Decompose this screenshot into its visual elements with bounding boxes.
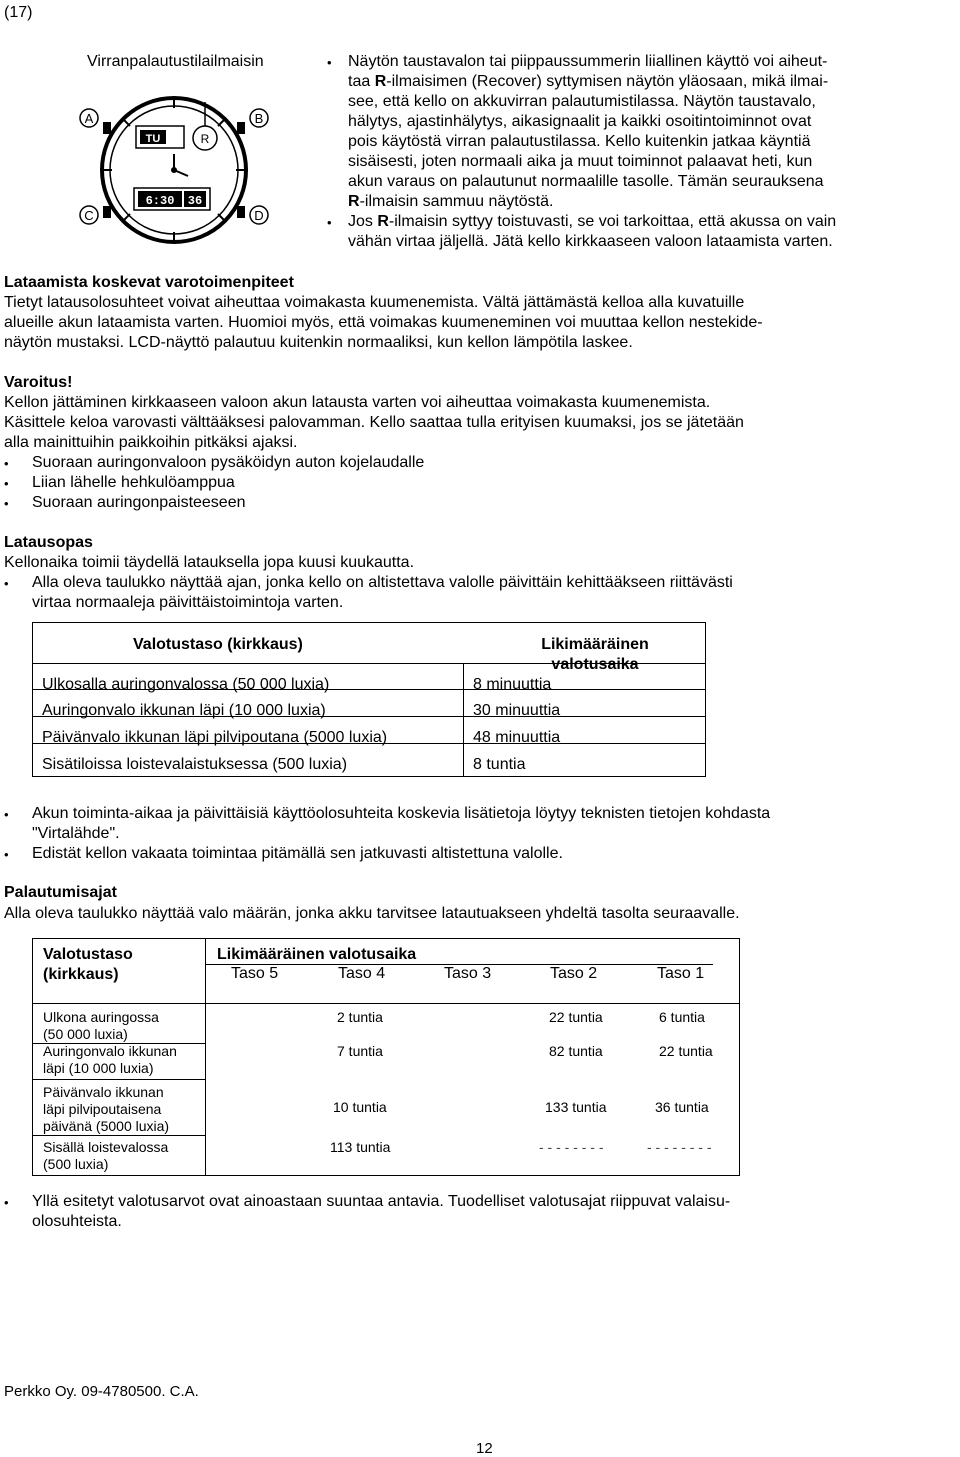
level-label: Taso 2	[550, 965, 598, 982]
recovery-heading: Palautumisajat	[4, 884, 117, 901]
table2-row-label	[43, 1139, 168, 1173]
text-line: alueille akun lataamista varten. Huomioi myös, että voimakas kuumeneminen voi muuttaa kellon nestekide-	[4, 314, 763, 331]
table2-cell: 113 tuntia	[330, 1139, 391, 1155]
table2-cell: 22 tuntia	[549, 1009, 603, 1025]
table2-cell: 22 tuntia	[659, 1043, 713, 1059]
recovery-table	[32, 938, 740, 1176]
table2-row-label	[43, 1084, 169, 1135]
text-line: see, että kello on akkuvirran palautumistilassa. Näytön taustavalo,	[348, 93, 816, 110]
table1-row-time: 8 minuuttia	[473, 676, 552, 693]
button-b-label: B	[254, 111, 264, 126]
precautions-heading: Lataamista koskevat varotoimenpiteet	[4, 274, 294, 291]
table2-cell: - - - - - - - -	[539, 1139, 604, 1155]
level-label: Taso 5	[231, 965, 279, 982]
bullet-marker: •	[4, 576, 9, 591]
button-a-label: A	[84, 111, 94, 126]
table1-row-level: Auringonvalo ikkunan läpi (10 000 luxia)	[42, 702, 326, 719]
text-line: läpi pilvipoutaisena	[43, 1101, 162, 1117]
table2-cell: 36 tuntia	[655, 1099, 709, 1115]
text-line: läpi (10 000 luxia)	[43, 1060, 154, 1076]
level-label: Taso 4	[338, 965, 386, 982]
watch-illustration	[74, 88, 274, 252]
text-line: Alla oleva taulukko näyttää ajan, jonka kello on altistettava valolle päivittäin kehittääkseen riittävästi	[32, 574, 733, 591]
text-line: pois käytöstä virran palautustilassa. Kello kuitenkin jatkaa käyntiä	[348, 133, 811, 150]
text-line: (50 000 luxia)	[43, 1026, 128, 1042]
text-line: sisäisesti, joten normaali aika ja muut toiminnot palaavat heti, kun	[348, 153, 813, 170]
text-line: taa R-ilmaisimen (Recover) syttymisen näytön yläosaan, mikä ilmai-	[348, 73, 829, 90]
day-display: TU	[145, 133, 161, 145]
table1-header-level: Valotustaso (kirkkaus)	[133, 636, 303, 653]
table2-cell: - - - - - - - -	[647, 1139, 712, 1155]
table1-header-time: Likimääräinen valotusaika	[541, 636, 649, 673]
recover-bullet-1	[348, 52, 960, 212]
text-line: näytön mustaksi. LCD-näyttö palautuu kuitenkin normaaliksi, kun kellon lämpötila laskee.	[4, 334, 633, 351]
guide-note-bullet: Edistät kellon vakaata toimintaa pitämällä sen jatkuvasti altistettuna valolle.	[32, 845, 563, 862]
bullet-marker: •	[4, 476, 9, 491]
precautions-text	[4, 293, 960, 353]
table1-row-level: Päivänvalo ikkunan läpi pilvipoutana (5000 luxia)	[42, 729, 388, 746]
table1-row-time: 8 tuntia	[473, 756, 526, 773]
text-line: alla mainittuihin paikkoihin pitkäksi ajaksi.	[4, 434, 298, 451]
recovery-intro: Alla oleva taulukko näyttää valo määrän, jonka akku tarvitsee latautuakseen yhdeltä tasolta seuraavalle.	[4, 905, 740, 922]
text-line: Käsittele keloa varovasti välttääksesi palovamman. Kello saattaa tulla erityisen kuumaksi, jos se jätetään	[4, 414, 744, 431]
guide-note-bullet	[32, 804, 960, 844]
bullet-marker: •	[4, 847, 9, 862]
table2-cell: 10 tuntia	[333, 1099, 387, 1115]
table2-cell: 6 tuntia	[659, 1009, 705, 1025]
text-line: vähän virtaa jäljellä. Jätä kello kirkkaaseen valoon lataamista varten.	[348, 233, 833, 250]
time-display: 6:30	[145, 194, 175, 208]
button-c-label: C	[84, 208, 94, 223]
guide-intro: Kellonaika toimii täydellä latauksella jopa kuusi kuukautta.	[4, 554, 415, 571]
guide-heading: Latausopas	[4, 534, 93, 551]
bullet-marker: •	[4, 456, 9, 471]
exposure-table	[32, 622, 706, 777]
bullet-marker: •	[4, 1195, 9, 1210]
recover-indicator-label: Virranpalautustilailmaisin	[87, 53, 264, 70]
recovery-note	[32, 1192, 960, 1232]
table2-cell: 133 tuntia	[545, 1099, 607, 1115]
text-line: akun varaus on palautunut normaalille tasolle. Tämän seurauksena	[348, 173, 824, 190]
recover-bullet-2	[348, 212, 960, 252]
warning-text	[4, 393, 960, 453]
guide-bullet	[32, 573, 960, 613]
bullet-marker: •	[327, 215, 332, 230]
text-line: (kirkkaus)	[43, 966, 119, 983]
table1-row-level: Ulkosalla auringonvalossa (50 000 luxia)	[42, 676, 330, 693]
bullet-marker: •	[4, 496, 9, 511]
page-number-label: (17)	[4, 4, 33, 21]
table2-row-label	[43, 1043, 177, 1077]
text-line: Auringonvalo ikkunan	[43, 1043, 177, 1059]
level-label: Taso 1	[657, 965, 705, 982]
table2-header-time: Likimääräinen valotusaika	[217, 946, 417, 963]
table1-row-time: 48 minuuttia	[473, 729, 561, 746]
text-line: Kellon jättäminen kirkkaaseen valoon akun latausta varten voi aiheuttaa voimakasta kuumenemista.	[4, 394, 711, 411]
footer-company: Perkko Oy. 09-4780500. C.A.	[4, 1383, 199, 1400]
text-line: Tietyt latausolosuhteet voivat aiheuttaa voimakasta kuumenemista. Vältä jättämästä kelloa alla kuvatuille	[4, 294, 745, 311]
text-line: hälytys, ajastinhälytys, aikasignaalit ja kaikki osoitintoiminnot ovat	[348, 113, 812, 130]
table2-header-level	[43, 945, 133, 985]
text-line: R-ilmaisin sammuu näytöstä.	[348, 193, 554, 210]
table2-cell: 2 tuntia	[337, 1009, 383, 1025]
text-line: Jos R-ilmaisin syttyy toistuvasti, se voi tarkoittaa, että akussa on vain	[348, 213, 837, 230]
text-line: Näytön taustavalon tai piippaussummerin liiallinen käyttö voi aiheut-	[348, 53, 828, 70]
text-line: Yllä esitetyt valotusarvot ovat ainoastaan suuntaa antavia. Tuodelliset valotusajat riippuvat valaisu-	[32, 1193, 731, 1210]
text-line: "Virtalähde".	[32, 825, 120, 842]
table1-row-time: 30 minuuttia	[473, 702, 561, 719]
text-line: olosuhteista.	[32, 1213, 122, 1230]
warning-bullet: Suoraan auringonpaisteeseen	[32, 494, 246, 511]
text-line: päivänä (5000 luxia)	[43, 1118, 170, 1134]
table2-cell: 7 tuntia	[337, 1043, 383, 1059]
text-line: Sisällä loistevalossa	[43, 1139, 169, 1155]
table1-row-level: Sisätiloissa loistevalaistuksessa (500 luxia)	[42, 756, 348, 773]
table2-row-label	[43, 1009, 159, 1043]
level-label: Taso 3	[444, 965, 492, 982]
text-line: Päivänvalo ikkunan	[43, 1084, 164, 1100]
bullet-marker: •	[4, 807, 9, 822]
text-line: Ulkona auringossa	[43, 1009, 159, 1025]
text-line: Valotustaso	[43, 946, 133, 963]
warning-bullet: Liian lähelle hehkulöamppua	[32, 474, 235, 491]
text-line: (500 luxia)	[43, 1156, 109, 1172]
warning-bullet: Suoraan auringonvaloon pysäköidyn auton kojelaudalle	[32, 454, 425, 471]
table2-cell: 82 tuntia	[549, 1043, 603, 1059]
bullet-marker: •	[327, 55, 332, 70]
text-line: Akun toiminta-aikaa ja päivittäisiä käyttöolosuhteita koskevia lisätietoja löytyy teknisten tietojen kohdasta	[32, 805, 771, 822]
seconds-display: 36	[187, 194, 203, 208]
text-line: virtaa normaaleja päivittäistoimintoja varten.	[32, 594, 344, 611]
warning-heading: Varoitus!	[4, 374, 73, 391]
footer-page-number: 12	[476, 1440, 493, 1457]
button-d-label: D	[254, 208, 264, 223]
r-indicator: R	[200, 132, 210, 146]
